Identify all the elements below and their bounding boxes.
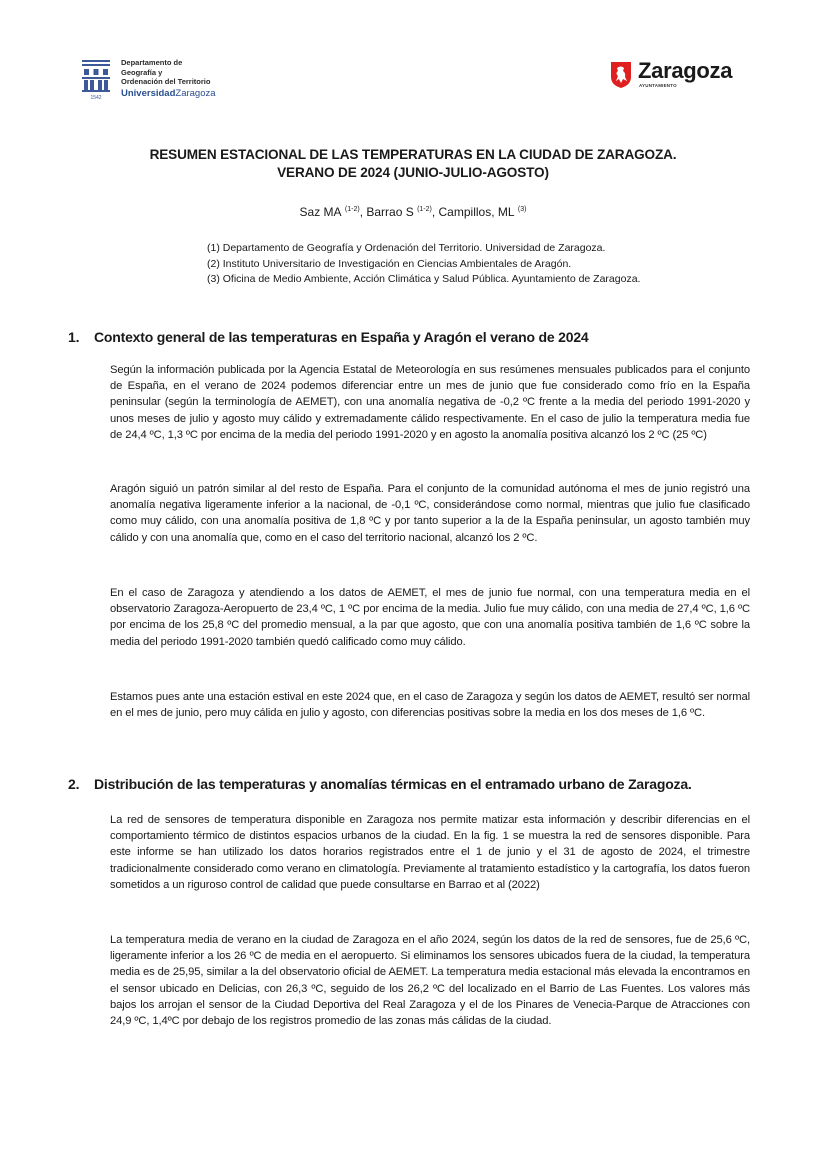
- university-department: [121, 58, 216, 100]
- section-title: Contexto general de las temperaturas en España y Aragón el verano de 2024: [94, 329, 589, 345]
- university-building-icon: [79, 58, 113, 100]
- section-title: Distribución de las temperaturas y anomalías térmicas en el entramado urbano de Zaragoza.: [94, 776, 692, 792]
- section-heading-1: [68, 329, 589, 345]
- department-line: Ordenación del Territorio: [121, 77, 211, 86]
- author-affiliation-ref: (1-2): [417, 206, 432, 213]
- city-name: Zaragoza: [638, 58, 733, 83]
- author-separator: ,: [359, 205, 367, 219]
- section-number: 2.: [68, 776, 80, 792]
- city-council-logo: [610, 58, 740, 98]
- department-line: Geografía y: [121, 67, 163, 77]
- author-name: Barrao S: [366, 205, 414, 219]
- author-name: Saz MA: [299, 205, 342, 219]
- paragraph: La temperatura media de verano en la ciudad de Zaragoza en el año 2024, según los datos de la red de sensores, fue de 25,6 ºC, ligeramente inferior a los 26 ºC de media en el aeropuerto. Si eliminamos los sensores ubicados fuera de la ciudad, la temperatura media es de 25,95, similar a la del observatorio oficial de AEMET. La temperatura media estacional más elevada la encontramos en el sensor ubicado en Delicias, con 26,3 ºC, seguido de los 26,2 ºC del localizado en el Barrio de Las Fuentes. Los valores más bajos los arrojan el sensor de la Ciudad Deportiva del Real Zaragoza y el de los Pinares de Venecia-Parque de Atracciones con 24,9 ºC, 1,4ºC por debajo de los registros promedio de las zonas más cálidas de la ciudad.: [110, 934, 750, 1028]
- paragraph: Según la información publicada por la Agencia Estatal de Meteorología en sus resúmenes mensuales publicados para el conjunto de España, en el verano de 2024 podemos diferenciar entre un mes de junio que fue considerado como frío en la España peninsular (según la terminología de AEMET), con una anomalía negativa de -0,2 ºC frente a la media del periodo 1991-2020 y unos meses de julio y agosto muy cálido y extremadamente cálido respectivamente. En el caso de julio la temperatura media fue de 24,4 ºC, 1,3 ºC por encima de la media del periodo 1991-2020 y en agosto la anomalía positiva alcanzó los 2 ºC (25 ºC): [110, 364, 750, 441]
- paragraph: La red de sensores de temperatura disponible en Zaragoza nos permite matizar esta información y describir diferencias en el comportamiento térmico de distintos espacios urbanos de la ciudad. En la fig. 1 se muestra la red de sensores disponible. Para este informe se han utilizado los datos horarios registrados entre el 1 de junio y el 31 de agosto de 2024, el trimestre tradicionalmente considerado como verano en climatología. Previamente al tratamiento estadístico y la cartografía, los datos fueron sometidos a un riguroso control de calidad que puede consultarse en Barrao et al (2022): [110, 814, 750, 891]
- university-logo: [79, 56, 249, 102]
- title-line-1: RESUMEN ESTACIONAL DE LAS TEMPERATURAS EN LA CIUDAD DE ZARAGOZA.: [149, 147, 677, 162]
- paragraph: Aragón siguió un patrón similar al del resto de España. Para el conjunto de la comunidad autónoma el mes de junio registró una anomalía negativa ligeramente inferior a la nacional, de -0,1 ºC, considerándose como normal, mientras que julio fue clasificado como muy cálido, con una anomalía positiva de 1,8 ºC y por tanto superior a la de la España peninsular, un agosto también muy cálido y con una anomalía que, como en el caso del territorio nacional, alcanzó los 2 ºC.: [110, 483, 750, 544]
- university-name-bold: Universidad: [121, 87, 176, 99]
- document-title: [0, 146, 826, 182]
- university-name-regular: Zaragoza: [175, 87, 216, 99]
- affiliation-list: [207, 241, 640, 288]
- university-name: [121, 87, 216, 100]
- affiliation: (1) Departamento de Geografía y Ordenación del Territorio. Universidad de Zaragoza.: [207, 242, 606, 254]
- paragraph: En el caso de Zaragoza y atendiendo a los datos de AEMET, el mes de junio fue normal, con una temperatura media en el observatorio Zaragoza-Aeropuerto de 23,4 ºC, 1 ºC por encima de la media. Julio fue muy cálido, con una media de 27,4 ºC, 1,6 ºC por encima de los 25,8 ºC del promedio mensual, a la par que agosto, que con una anomalía positiva también de 1,6 ºC sobre la media del periodo 1991-2020 también quedó calificado como muy cálido.: [110, 587, 750, 648]
- author-affiliation-ref: (1-2): [344, 206, 360, 213]
- section-heading-2: [68, 776, 692, 792]
- author-name: Campillos, ML: [438, 205, 515, 219]
- affiliation: (2) Instituto Universitario de Investigación en Ciencias Ambientales de Aragón.: [207, 257, 572, 270]
- lion-shield-icon: [610, 61, 632, 89]
- department-line: Departamento de: [121, 58, 183, 67]
- city-council-label: AYUNTAMIENTO: [639, 83, 677, 88]
- author-list: [0, 205, 826, 219]
- university-year: 1542: [90, 95, 102, 100]
- paragraph: Estamos pues ante una estación estival en este 2024 que, en el caso de Zaragoza y según los datos de AEMET, resultó ser normal en el mes de junio, pero muy cálida en julio y agosto, con diferencias positivas sobre la media en los dos meses de 1,6 ºC.: [110, 691, 750, 720]
- author-affiliation-ref: (3): [517, 206, 527, 213]
- page-header: [0, 52, 826, 102]
- section-number: 1.: [68, 329, 80, 345]
- affiliation: (3) Oficina de Medio Ambiente, Acción Climática y Salud Pública. Ayuntamiento de Zaragoza.: [207, 273, 641, 286]
- title-line-2: VERANO DE 2024 (JUNIO-JULIO-AGOSTO): [277, 165, 549, 180]
- author-separator: ,: [431, 205, 439, 219]
